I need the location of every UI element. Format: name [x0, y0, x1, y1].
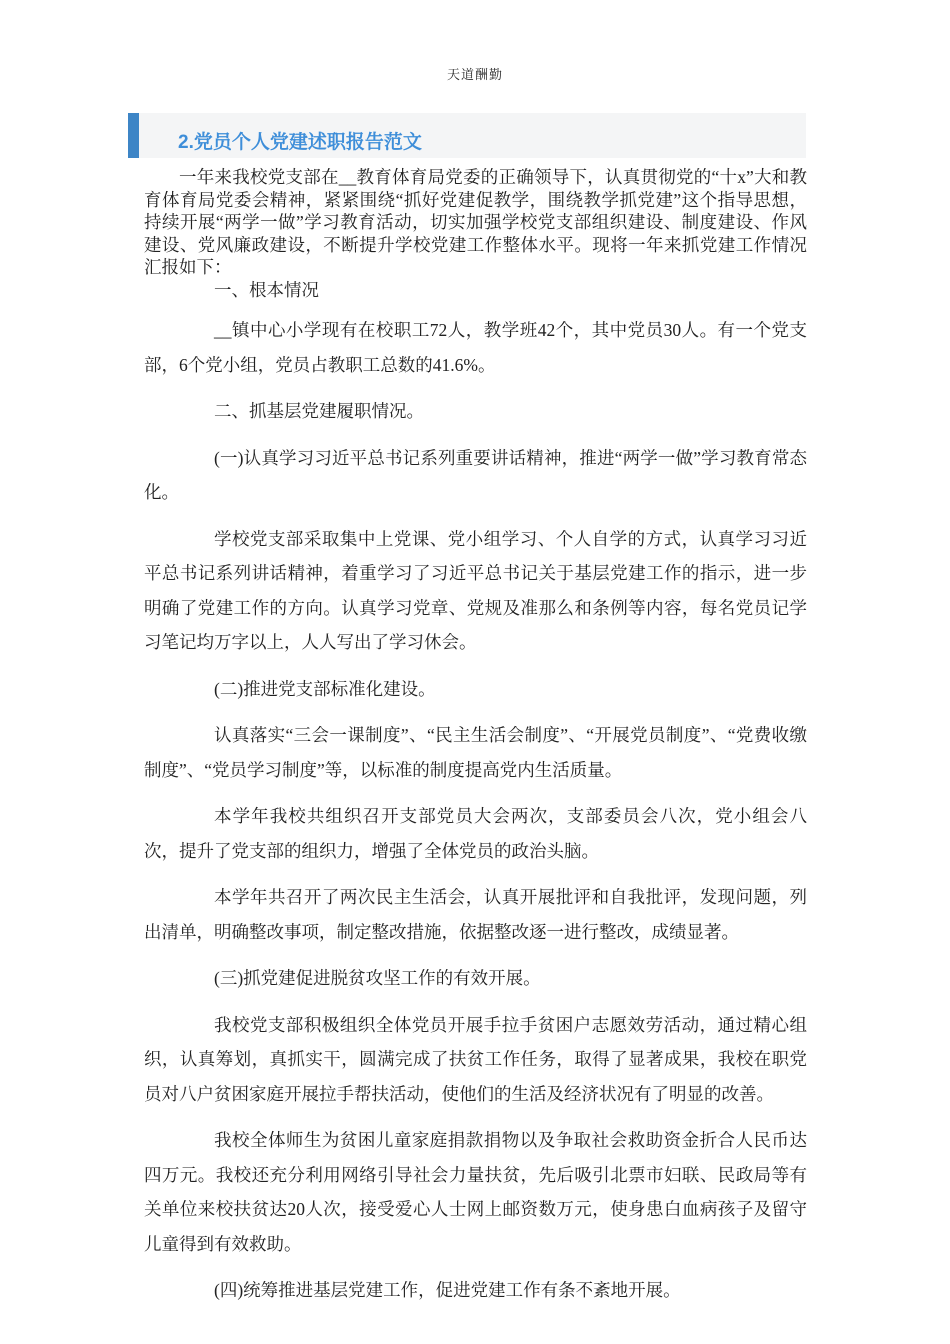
- paragraph: 学校党支部采取集中上党课、党小组学习、个人自学的方式，认真学习习近平总书记系列讲话精神，着重学习了习近平总书记关于基层党建工作的指示，进一步明确了党建工作的方向。认真学习党章、党规及准那么和条例等内容，每名党员记学习笔记均万字以上，人人写出了学习休会。: [144, 528, 807, 652]
- section-heading-strip: [128, 113, 806, 158]
- paragraph: 一、根本情况: [214, 279, 319, 300]
- page-header-title: 天道酬勤: [446, 67, 503, 82]
- section-heading: 2.党员个人党建述职报告范文: [178, 132, 422, 153]
- paragraph: __镇中心小学现有在校职工72人，教学班42个，其中党员30人。有一个党支部，6个党小组，党员占教职工总数的41.6%。: [144, 320, 807, 375]
- paragraph: 我校党支部积极组织全体党员开展手拉手贫困户志愿效劳活动，通过精心组织，认真筹划，真抓实干，圆满完成了扶贫工作任务，取得了显著成果，我校在职党员对八户贫困家庭开展拉手帮扶活动，使他们的生活及经济状况有了明显的改善。: [144, 1014, 807, 1104]
- paragraph: (一)认真学习习近平总书记系列重要讲话精神，推进“两学一做”学习教育常态化。: [144, 447, 807, 502]
- paragraph: (三)抓党建促进脱贫攻坚工作的有效开展。: [214, 968, 541, 988]
- paragraph: 一年来我校党支部在__教育体育局党委的正确领导下，认真贯彻党的“十x”大和教育体育局党委会精神，紧紧围绕“抓好党建促教学，围绕教学抓党建”这个指导思想，持续开展“两学一做”学习教育活动，切实加强学校党支部组织建设、制度建设、作风建设、党风廉政建设，不断提升学校党建工作整体水平。现将一年来抓党建工作情况汇报如下：: [144, 167, 807, 277]
- paragraph: 二、抓基层党建履职情况。: [214, 401, 424, 421]
- heading-accent-bar: [128, 113, 139, 158]
- paragraph: 我校全体师生为贫困儿童家庭捐款捐物以及争取社会救助资金折合人民币达四万元。我校还充分利用网络引导社会力量扶贫，先后吸引北票市妇联、民政局等有关单位来校扶贫达20人次，接受爱心人士网上邮资数万元，使身患白血病孩子及留守儿童得到有效救助。: [144, 1130, 807, 1254]
- paragraph: 本学年我校共组织召开支部党员大会两次，支部委员会八次，党小组会八次，提升了党支部的组织力，增强了全体党员的政治头脑。: [144, 806, 807, 861]
- paragraph: 本学年共召开了两次民主生活会，认真开展批评和自我批评，发现问题，列出清单，明确整改事项，制定整改措施，依据整改逐一进行整改，成绩显著。: [144, 887, 807, 942]
- paragraph: 认真落实“三会一课制度”、“民主生活会制度”、“开展党员制度”、“党费收缴制度”、“党员学习制度”等，以标准的制度提高党内生活质量。: [144, 725, 807, 780]
- paragraph: (二)推进党支部标准化建设。: [214, 678, 436, 699]
- document-body: [144, 166, 807, 1308]
- paragraph: (四)统筹推进基层党建工作，促进党建工作有条不紊地开展。: [214, 1280, 681, 1300]
